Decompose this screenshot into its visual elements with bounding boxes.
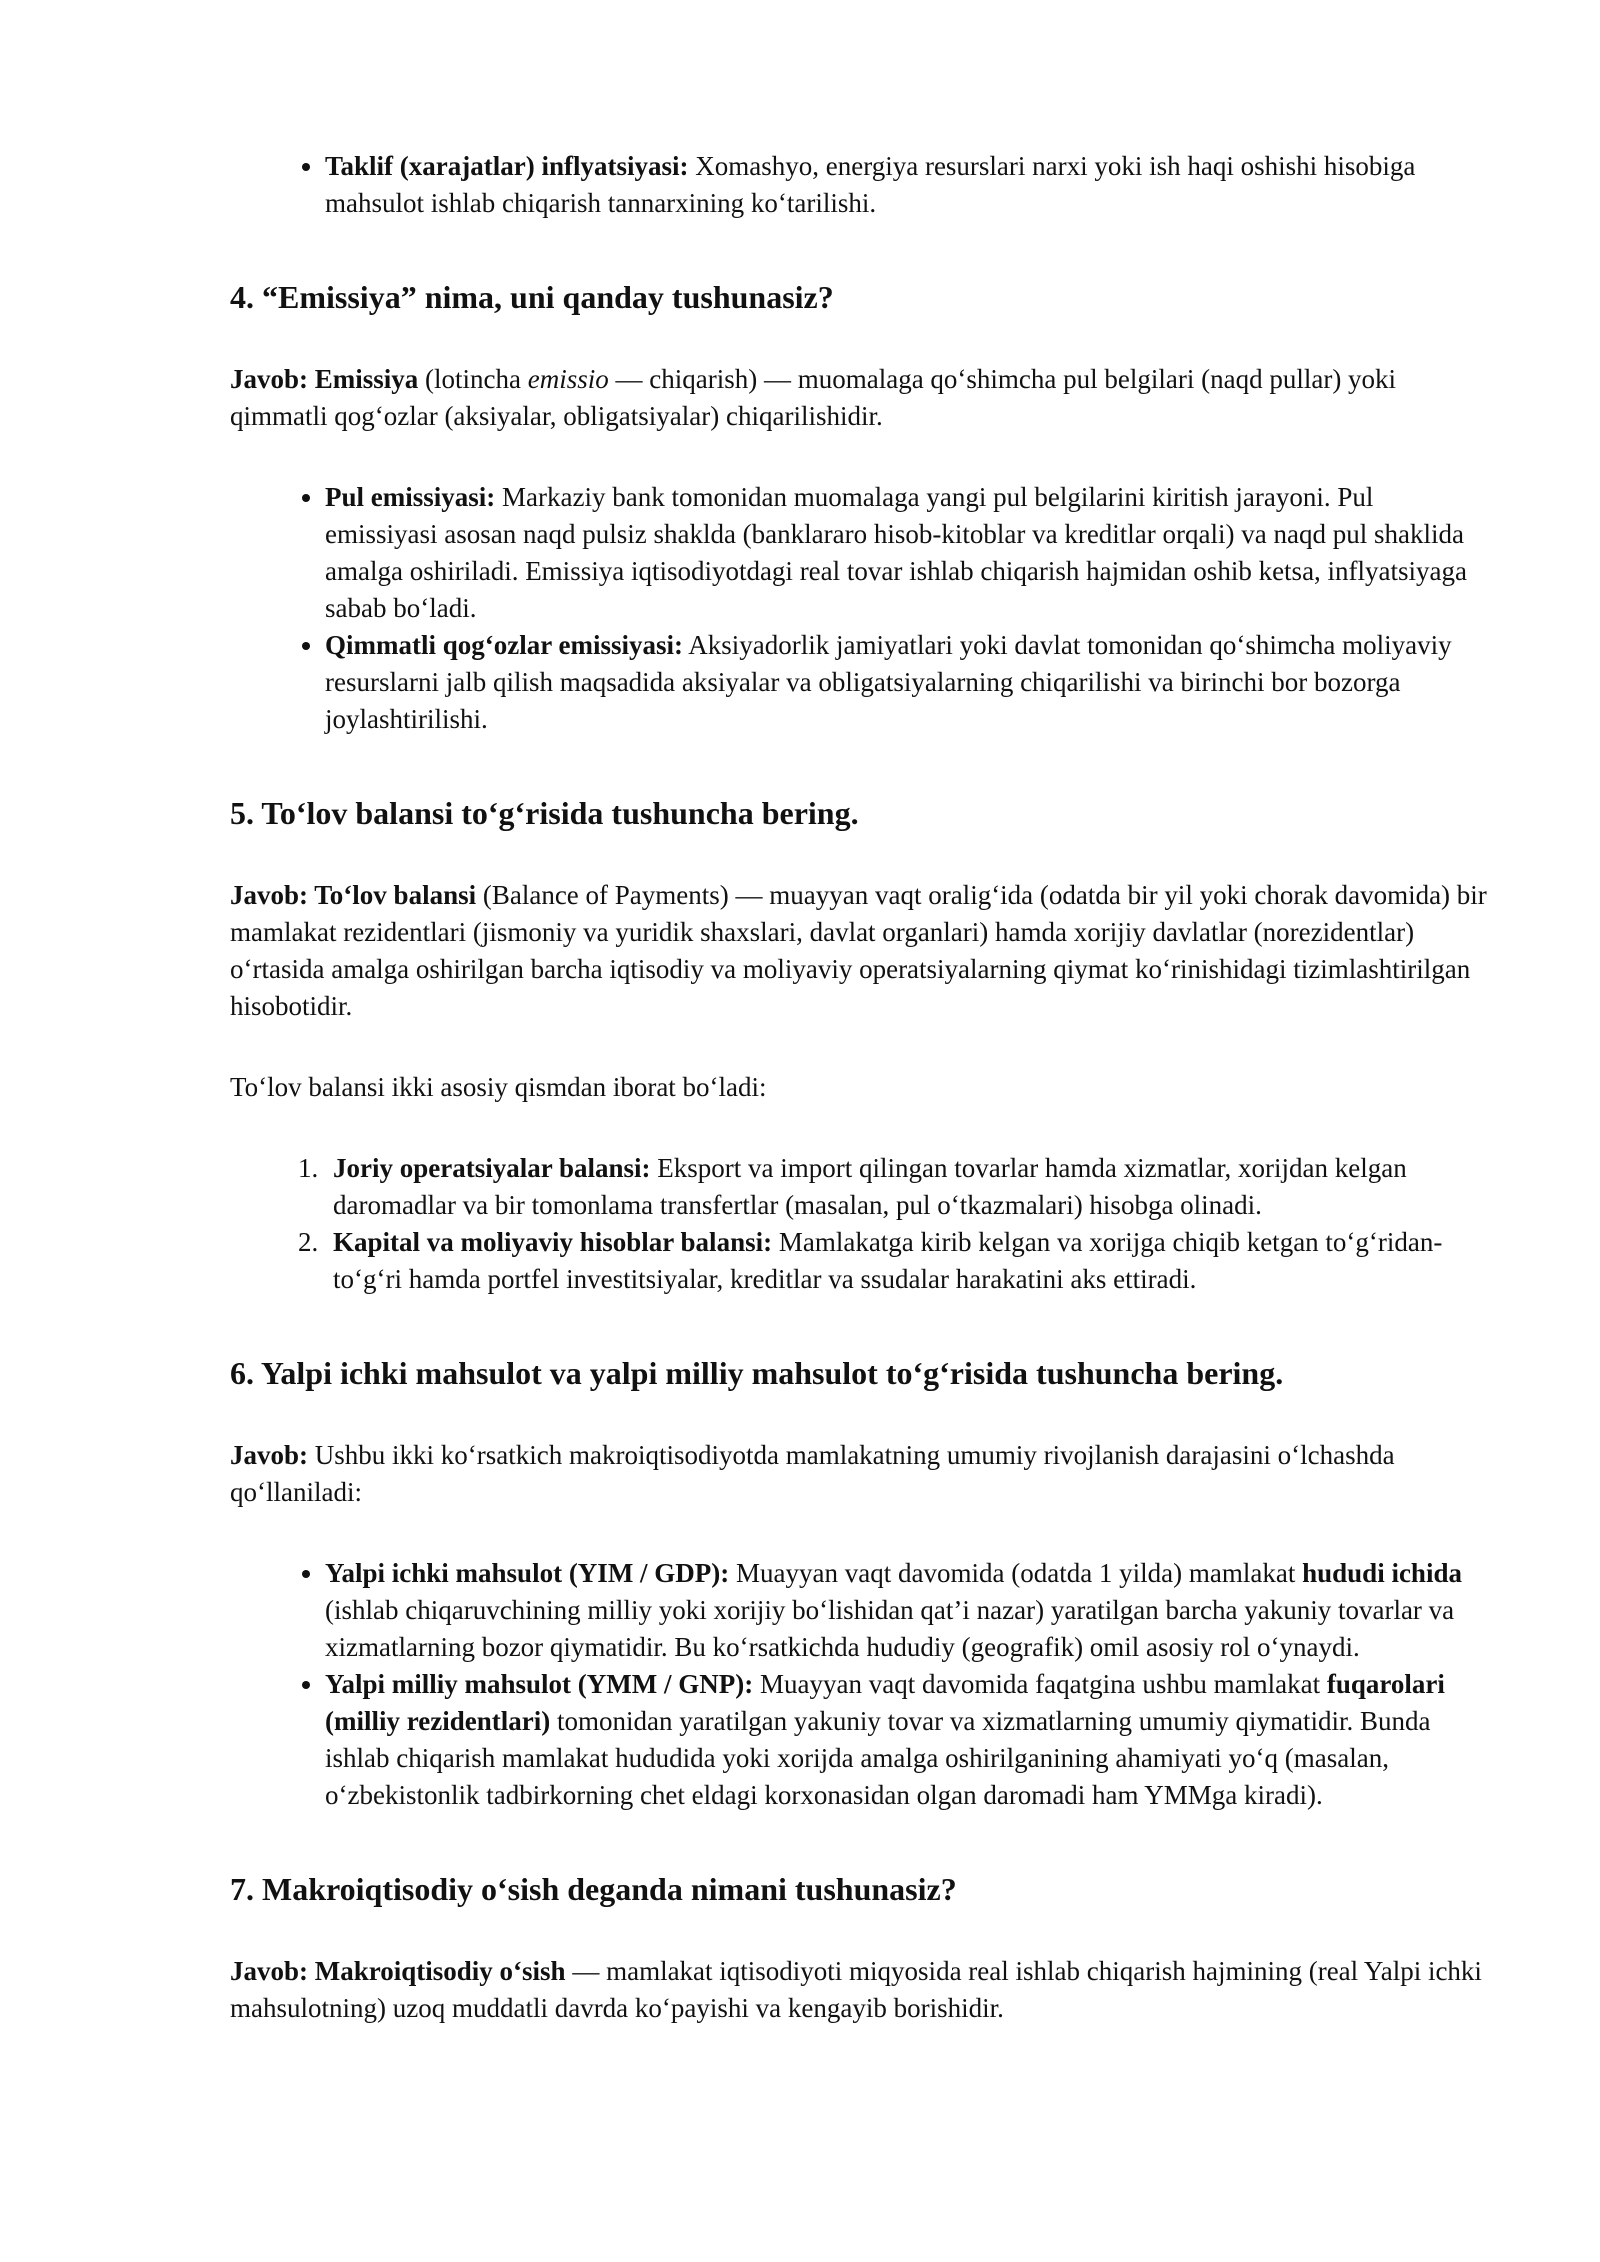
list-item: • Yalpi ichki mahsulot (YIM / GDP): Muayyan vaqt davomida (odatda 1 yilda) mamlakat hududi ichida (ishlab chiqaruvchining milliy yoki xorijiy bo‘lishidan qat’i nazar) yaratilgan barcha yakuniy tovarlar va xizmatlarning bozor qiymatidir. Bu ko‘rsatkichda hududiy (geografik) omil asosiy rol o‘ynaydi. [325, 1555, 1490, 1666]
answer-paragraph: Javob: Ushbu ikki ko‘rsatkich makroiqtisodiyotda mamlakatning umumiy rivojlanish darajasini o‘lchashda qo‘llaniladi: [230, 1440, 1395, 1507]
list-item: • Taklif (xarajatlar) inflyatsiyasi: Xomashyo, energiya resurslari narxi yoki ish haqi oshishi hisobiga mahsulot ishlab chiqarish tannarxining ko‘tarilishi. [325, 148, 1490, 222]
answer-paragraph: Javob: Emissiya (lotincha emissio — chiqarish) — muomalaga qo‘shimcha pul belgilari (naqd pullar) yoki qimmatli qog‘ozlar (aksiyalar, obligatsiyalar) chiqarilishidir. [230, 364, 1397, 431]
section-heading-tolov-balansi: 5. To‘lov balansi to‘g‘risida tushuncha bering. [230, 795, 859, 831]
list-item: • Pul emissiyasi: Markaziy bank tomonidan muomalaga yangi pul belgilarini kiritish jarayoni. Pul emissiyasi asosan naqd pulsiz shaklda (banklararo hisob-kitoblar va kreditlar orqali) va naqd pul shaklida amalga oshiriladi. Emissiya iqtisodiyotdagi real tovar ishlab chiqarish hajmidan oshib ketsa, inflyatsiyaga sabab bo‘ladi. [325, 479, 1490, 627]
section-heading-emissiya: 4. “Emissiya” nima, uni qanday tushunasiz? [230, 279, 834, 315]
list-item: 1. Joriy operatsiyalar balansi: Eksport va import qilingan tovarlar hamda xizmatlar, xorijdan kelgan daromadlar va bir tomonlama transfertlar (masalan, pul o‘tkazmalari) hisobga olinadi. [325, 1150, 1490, 1224]
emission-types-list [230, 479, 1490, 738]
answer-paragraph: Javob: Makroiqtisodiy o‘sish — mamlakat iqtisodiyoti miqyosida real ishlab chiqarish hajmining (real Yalpi ichki mahsulotning) uzoq muddatli davrda ko‘payishi va kengayib borishidir. [230, 1956, 1482, 2023]
list-item: • Qimmatli qog‘ozlar emissiyasi: Aksiyadorlik jamiyatlari yoki davlat tomonidan qo‘shimcha moliyaviy resurslarni jalb qilish maqsadida aksiyalar va obligatsiyalarning chiqarilishi va birinchi bor bozorga joylashtirilishi. [325, 627, 1490, 738]
list-item: • Yalpi milliy mahsulot (YMM / GNP): Muayyan vaqt davomida faqatgina ushbu mamlakat fuqarolari (milliy rezidentlari) tomonidan yaratilgan yakuniy tovar va xizmatlarning umumiy qiymatidir. Bunda ishlab chiqarish mamlakat hududida yoki xorijda amalga oshirilganining ahamiyati yo‘q (masalan, o‘zbekistonlik tadbirkorning chet eldagi korxonasidan olgan daromadi ham YMMga kiradi). [325, 1666, 1490, 1814]
answer-paragraph: Javob: To‘lov balansi (Balance of Payments) — muayyan vaqt oralig‘ida (odatda bir yil yoki chorak davomida) bir mamlakat rezidentlari (jismoniy va yuridik shaxslari, davlat organlari) hamda xorijiy davlatlar (norezidentlar) o‘rtasida amalga oshirilgan barcha iqtisodiy va moliyaviy operatsiyalarning qiymat ko‘rinishidagi tizimlashtirilgan hisobotidir. [230, 880, 1487, 1021]
gdp-gnp-list [230, 1555, 1490, 1814]
balance-parts-list [230, 1150, 1490, 1298]
document-page [230, 148, 1490, 2027]
list-item: 2. Kapital va moliyaviy hisoblar balansi: Mamlakatga kirib kelgan va xorijga chiqib ketgan to‘g‘ridan-to‘g‘ri hamda portfel investitsiyalar, kreditlar va ssudalar harakatini aks ettiradi. [325, 1224, 1490, 1298]
section-heading-makro-osish: 7. Makroiqtisodiy o‘sish deganda nimani tushunasiz? [230, 1871, 957, 1907]
inflation-types-list [230, 148, 1490, 222]
intro-paragraph: To‘lov balansi ikki asosiy qismdan iborat bo‘ladi: [230, 1072, 767, 1102]
section-heading-yim-ymm: 6. Yalpi ichki mahsulot va yalpi milliy mahsulot to‘g‘risida tushuncha bering. [230, 1355, 1284, 1391]
